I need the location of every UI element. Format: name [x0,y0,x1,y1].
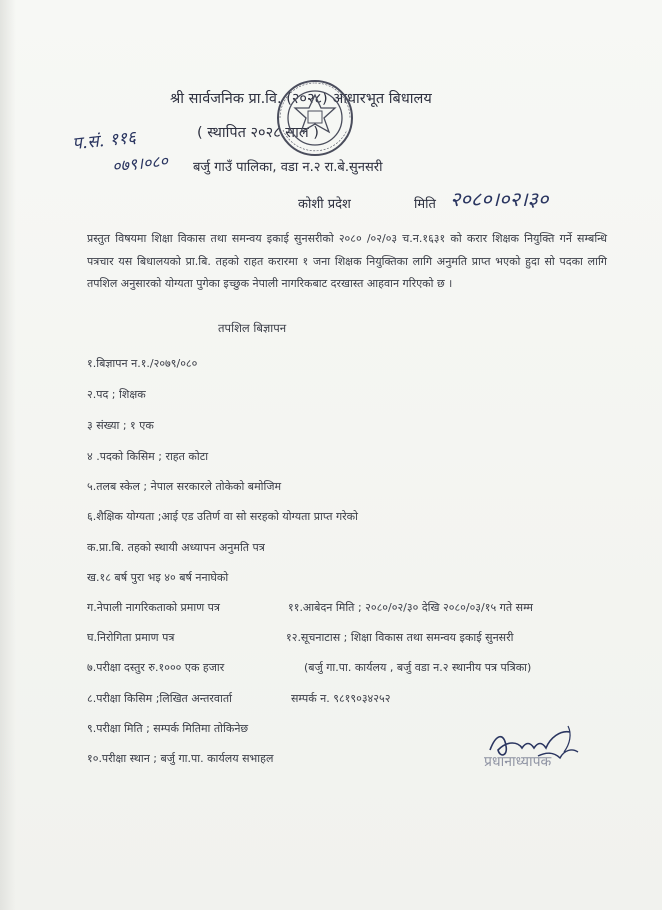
list-item: ३ संख्या ; १ एक [87,419,154,432]
right-list-item: १२.सूचनाटास ; शिक्षा विकास तथा समन्वय इकाई सुनसरी [286,631,514,644]
notice-paragraph: प्रस्तुत विषयमा शिक्षा विकास तथा समन्वय इकाई सुनसरीको २०८० /०२/०३ च.न.१६३१ को करार शिक्षक नियुक्ति गर्ने सम्बन्धि पत्रचार यस बिधालयको प्रा.बि. तहको राहत करारमा १ जना शिक्षक नियुक्तिका लागि अनुमति प्राप्त भएको हुदा सो पदका लागि तपशिल अनुसारको योग्यता पुगेका इच्छुक नेपाली नागरिकबाट दरखास्त आहवान गरिएको छ । [87,232,607,290]
school-seal-stamp [275,78,355,158]
right-list-item: (बर्जु गा.पा. कार्यलय , बर्जु वडा न.२ स्थानीय पत्र पत्रिका) [304,661,532,674]
list-item: १.बिज्ञापन न.१./२०७९/०८० [87,357,198,370]
handwritten-ref-number: प.सं. ११६ [71,127,137,155]
list-item: ग.नेपाली नागरिकताको प्रमाण पत्र [87,601,221,614]
list-item: ४ .पदको किसिम ; राहत कोटा [87,450,209,463]
section-title: तपशिल बिज्ञापन [218,321,287,335]
signature-title: प्रधानाध्यापक [484,754,552,770]
list-item: ५.तलब स्केल ; नेपाल सरकारले तोकेको बमोजिम [87,480,282,493]
list-item: ८.परीक्षा किसिम ;लिखित अन्तरवार्ता [87,692,232,705]
contact-number: सम्पर्क न. ९८१९०३४२५२ [291,692,391,705]
list-item: ७.परीक्षा दस्तुर रु.१००० एक हजार [87,661,225,674]
list-item: २.पद ; शिक्षक [87,388,146,401]
list-item: क.प्रा.बि. तहको स्थायी अध्यापन अनुमति पत्र [87,541,265,554]
established-year: ( स्थापित २०२८ साल ) [197,125,319,141]
date-label: मिति [414,197,436,212]
school-name: श्री सार्वजनिक प्रा.वि. (२०२८) आधारभूत बिधालय [170,91,432,107]
list-item: ६.शैक्षिक योग्यता ;आई एड उतिर्ण वा सो सरहको योग्यता प्राप्त गरेको [87,510,358,523]
list-item: घ.निरोगिता प्रमाण पत्र [87,631,175,644]
list-item: ९.परीक्षा मिति ; सम्पर्क मितिमा तोकिनेछ [87,722,249,735]
right-list-item: ११.आबेदन मिति ; २०८०/०२/३० देखि २०८०/०३/१५ गते सम्म [288,601,533,614]
list-item: १०.परीक्षा स्थान ; बर्जु गा.पा. कार्यलय सभाहल [87,752,274,765]
handwritten-date: २०८०।०२।३० [450,187,549,211]
handwritten-fiscal-year: ०७९।०८० [111,151,169,176]
list-item: ख.१८ बर्ष पुरा भइ ४० बर्ष ननाघेको [87,571,229,584]
scan-edge-shadow [0,0,16,910]
school-address: बर्जु गाउँ पालिका, वडा न.२ रा.बे.सुनसरी [193,160,383,175]
province: कोशी प्रदेश [298,197,351,212]
headteacher-signature [478,712,588,787]
